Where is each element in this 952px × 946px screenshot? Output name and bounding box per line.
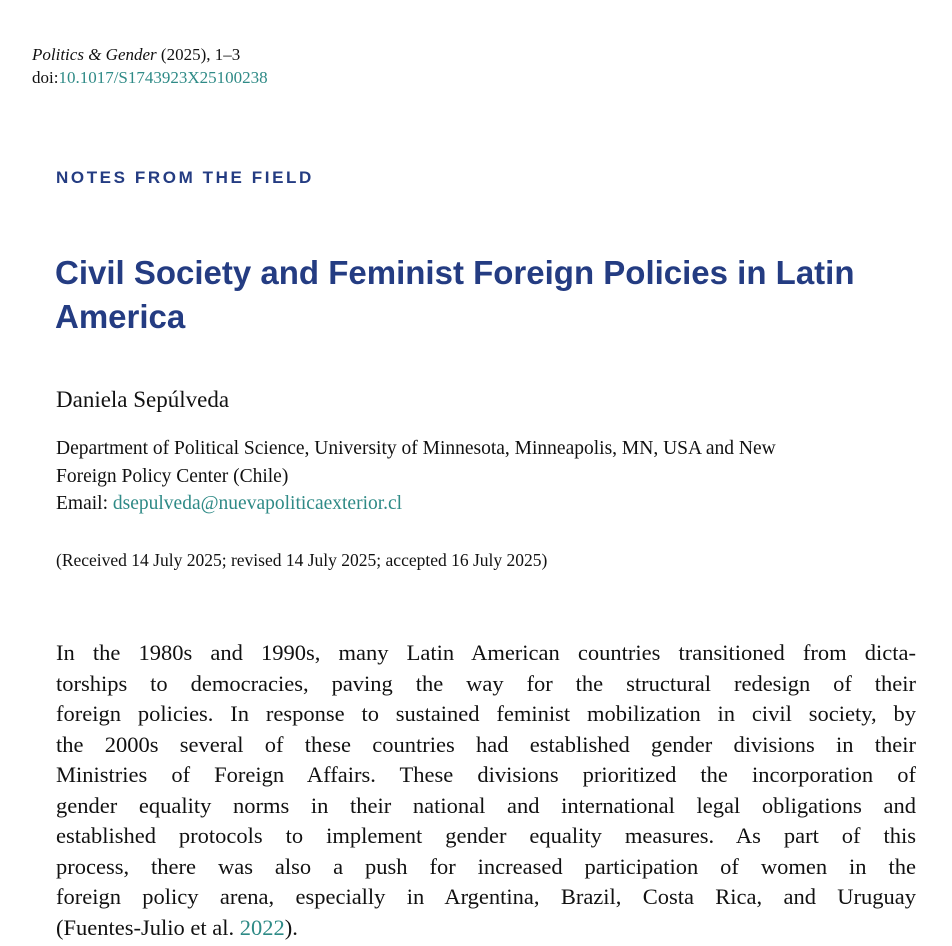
body-line: process, there was also a push for increased participation of women in the	[56, 853, 916, 879]
body-paragraph	[56, 638, 916, 943]
citation-close: ).	[284, 914, 298, 940]
journal-name: Politics & Gender	[32, 45, 157, 64]
citation-text: (Fuentes-Julio et al.	[56, 914, 240, 940]
body-line: the 2000s several of these countries had established gender divisions in their	[56, 731, 916, 757]
section-label: NOTES FROM THE FIELD	[56, 168, 314, 187]
author-affiliation	[56, 435, 926, 518]
author-name: Daniela Sepúlveda	[56, 387, 230, 412]
body-line: torships to democracies, paving the way for the structural redesign of their	[56, 670, 916, 696]
body-line: established protocols to implement gender equality measures. As part of this	[56, 823, 916, 848]
journal-citation	[32, 44, 240, 66]
body-line: Ministries of Foreign Affairs. These divisions prioritized the incorporation of	[56, 762, 916, 787]
body-line: In the 1980s and 1990s, many Latin American countries transitioned from dicta-	[56, 640, 916, 665]
body-line: foreign policy arena, especially in Argentina, Brazil, Costa Rica, and Uruguay	[56, 884, 916, 909]
email-line	[56, 490, 926, 518]
body-line-last	[56, 913, 916, 944]
article-dates: (Received 14 July 2025; revised 14 July 2025; accepted 16 July 2025)	[56, 550, 548, 570]
body-line: foreign policies. In response to sustained feminist mobilization in civil society, by	[56, 701, 916, 726]
doi-label: doi:	[32, 68, 59, 87]
email-link[interactable]: dsepulveda@nuevapoliticaexterior.cl	[112, 493, 403, 514]
doi-link[interactable]: 10.1017/S1743923X25100238	[58, 68, 268, 87]
journal-year-pages: (2025), 1–3	[156, 45, 241, 64]
email-label: Email:	[56, 493, 113, 514]
article-title: Civil Society and Feminist Foreign Policies in Latin America	[55, 254, 855, 335]
doi-line	[32, 67, 268, 89]
affiliation-line: Department of Political Science, University of Minnesota, Minneapolis, MN, USA and New	[56, 438, 776, 459]
body-line: gender equality norms in their national and international legal obligations and	[56, 792, 916, 818]
citation-year-link[interactable]: 2022	[239, 914, 285, 940]
affiliation-line: Foreign Policy Center (Chile)	[56, 465, 289, 487]
